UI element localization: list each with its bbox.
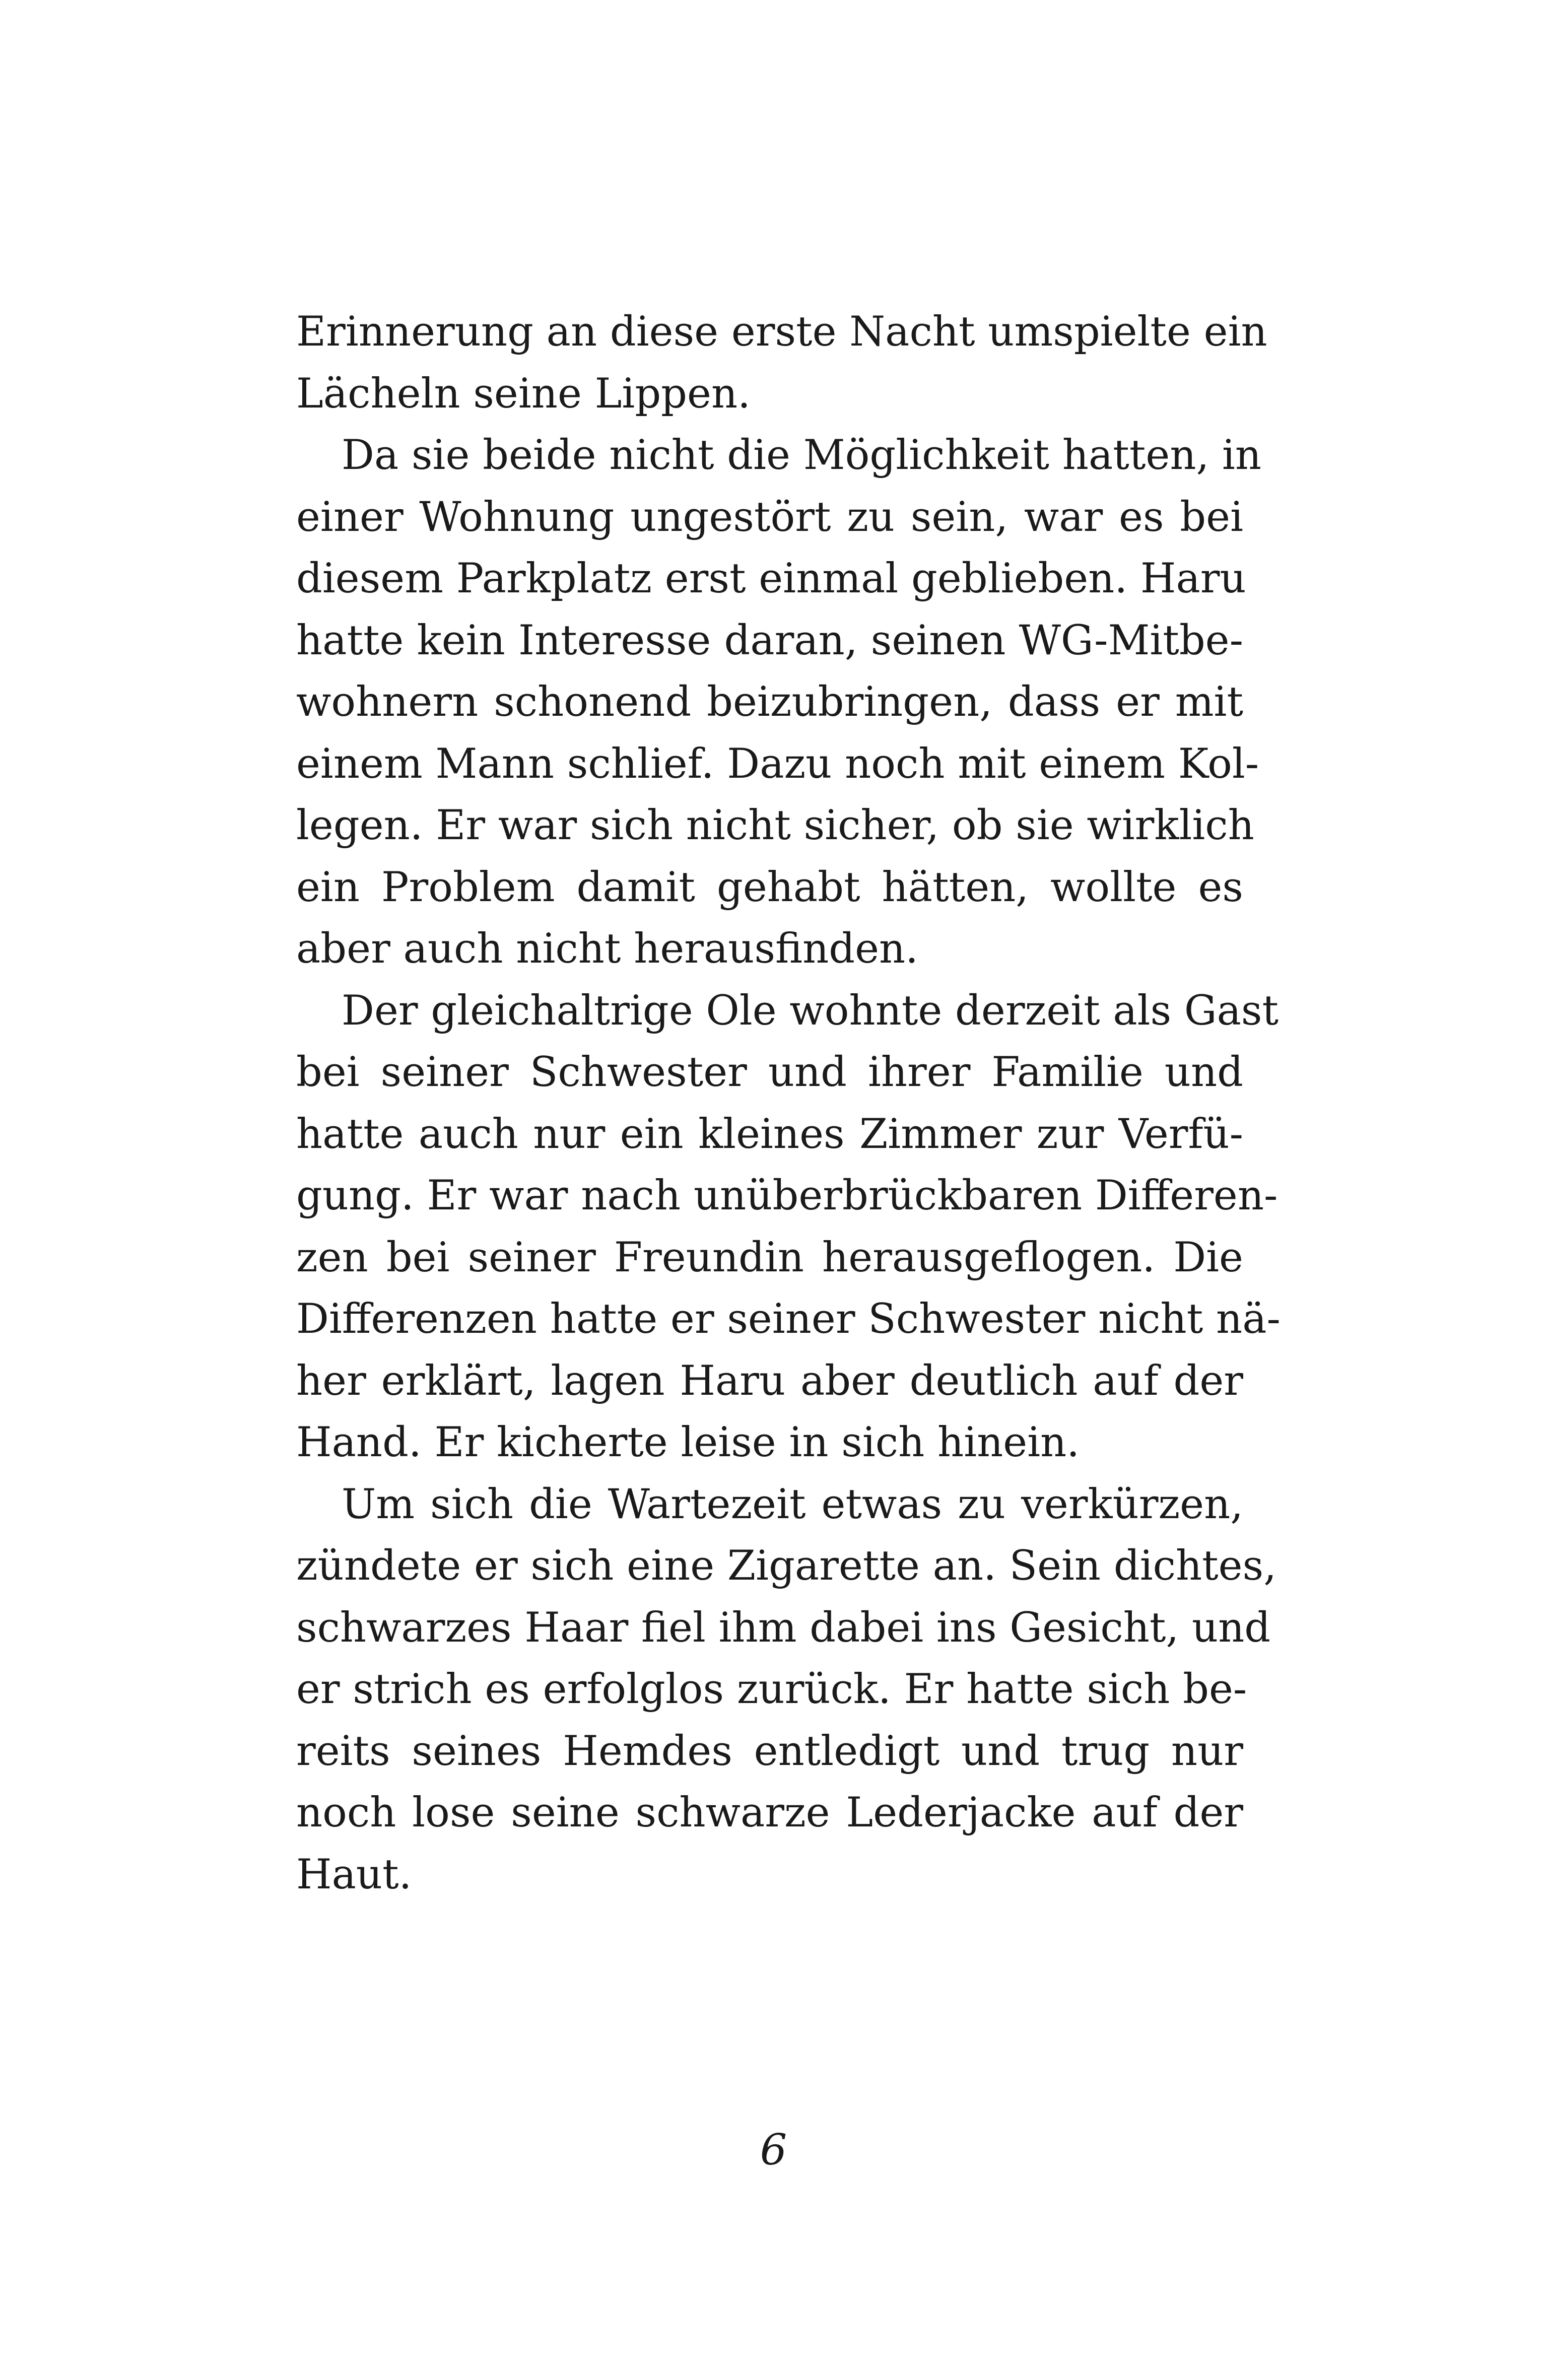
text-line: zen bei seiner Freundin herausgeflogen. Die — [296, 1234, 1243, 1281]
text-line: Der gleichaltrige Ole wohnte derzeit als Gast — [342, 987, 1279, 1035]
text-line: wohnern schonend beizubringen, dass er mit — [296, 678, 1243, 726]
text-line: ein Problem damit gehabt hätten, wollte es — [296, 863, 1243, 911]
text-line: bei seiner Schwester und ihrer Familie und — [296, 1049, 1243, 1096]
text-line: einem Mann schlief. Dazu noch mit einem Kol- — [296, 740, 1259, 788]
text-line: aber auch nicht herausfinden. — [296, 925, 918, 973]
text-line: diesem Parkplatz erst einmal geblieben. Haru — [296, 555, 1246, 602]
text-line: legen. Er war sich nicht sicher, ob sie wirklich — [296, 802, 1254, 849]
text-line: zündete er sich eine Zigarette an. Sein dichtes, — [296, 1542, 1276, 1590]
text-line: hatte kein Interesse daran, seinen WG-Mitbe- — [296, 617, 1243, 664]
text-line: hatte auch nur ein kleines Zimmer zur Verfü- — [296, 1110, 1243, 1158]
text-line: Differenzen hatte er seiner Schwester nicht nä- — [296, 1296, 1281, 1343]
text-line: noch lose seine schwarze Lederjacke auf der — [296, 1789, 1243, 1837]
text-line: reits seines Hemdes entledigt und trug nur — [296, 1727, 1243, 1775]
text-line: er strich es erfolglos zurück. Er hatte sich be- — [296, 1666, 1247, 1713]
text-line: Da sie beide nicht die Möglichkeit hatten, in — [342, 432, 1262, 479]
text-line: Lächeln seine Lippen. — [296, 370, 751, 418]
body-text — [296, 301, 1281, 1906]
page-number: 6 — [760, 2125, 787, 2174]
text-line: einer Wohnung ungestört zu sein, war es bei — [296, 493, 1243, 541]
text-line: gung. Er war nach unüberbrückbaren Differen- — [296, 1172, 1278, 1219]
text-line: Erinnerung an diese erste Nacht umspielte ein — [296, 308, 1267, 356]
text-line: Um sich die Wartezeit etwas zu verkürzen, — [342, 1480, 1243, 1528]
text-line: Hand. Er kicherte leise in sich hinein. — [296, 1419, 1080, 1466]
text-line: her erklärt, lagen Haru aber deutlich auf der — [296, 1357, 1243, 1405]
text-line: schwarzes Haar fiel ihm dabei ins Gesicht, und — [296, 1604, 1271, 1652]
text-line: Haut. — [296, 1851, 412, 1898]
